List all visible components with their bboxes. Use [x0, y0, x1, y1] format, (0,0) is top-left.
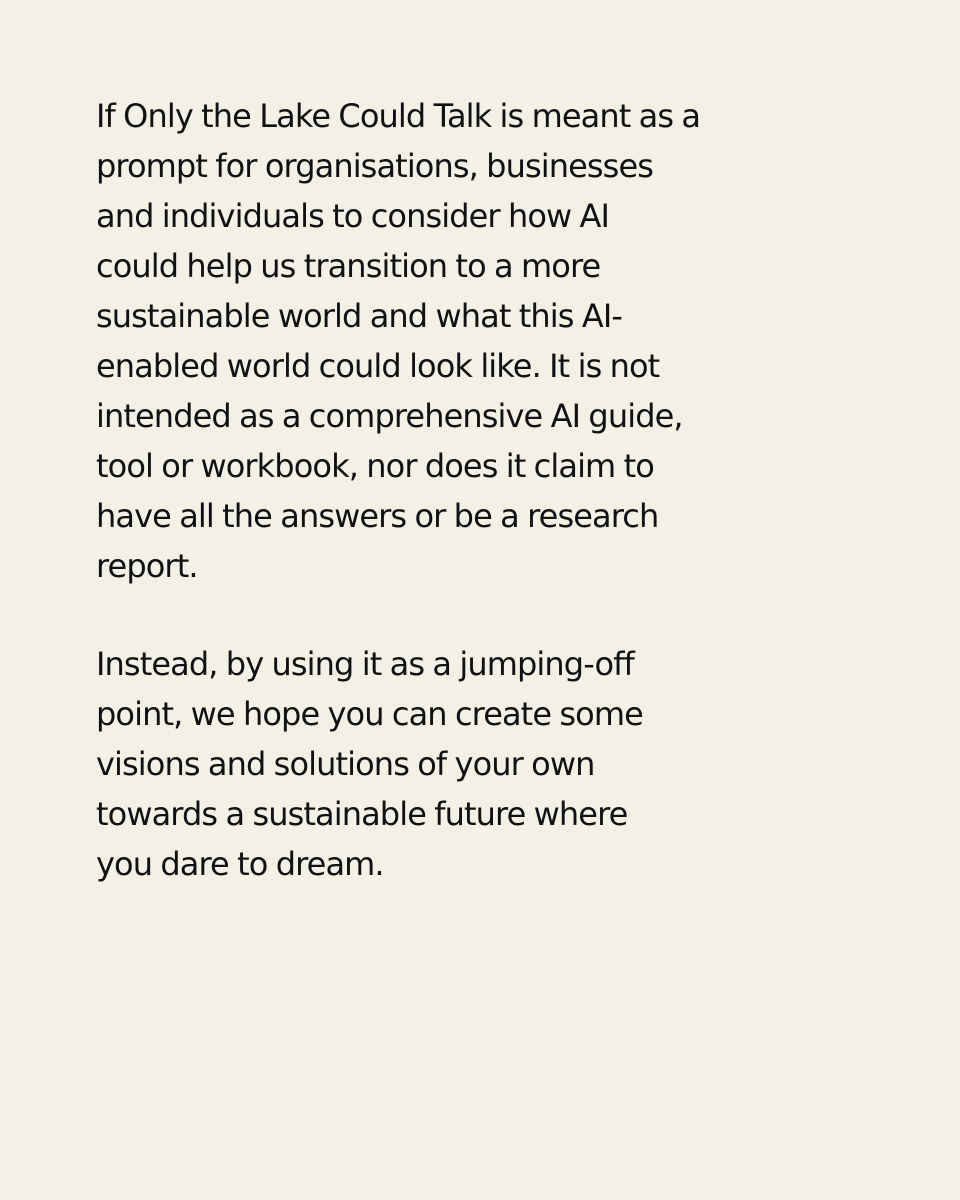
text-line: If Only the Lake Could Talk is meant as a: [96, 97, 701, 135]
text-line: tool or workbook, nor does it claim to: [96, 447, 654, 485]
text-line: towards a sustainable future where: [96, 795, 628, 833]
text-line: intended as a comprehensive AI guide,: [96, 397, 683, 435]
text-line: sustainable world and what this AI-: [96, 297, 623, 335]
body-text: [96, 91, 856, 937]
paragraph-closing: [96, 639, 856, 889]
text-line: enabled world could look like. It is not: [96, 347, 660, 385]
paragraph-intro: [96, 91, 856, 591]
text-line: visions and solutions of your own: [96, 745, 595, 783]
text-line: have all the answers or be a research: [96, 497, 659, 535]
text-line: could help us transition to a more: [96, 247, 601, 285]
text-line: and individuals to consider how AI: [96, 197, 610, 235]
text-line: point, we hope you can create some: [96, 695, 643, 733]
text-line: you dare to dream.: [96, 845, 384, 883]
text-line: report.: [96, 547, 198, 585]
text-line: Instead, by using it as a jumping-off: [96, 645, 634, 683]
text-line: prompt for organisations, businesses: [96, 147, 654, 185]
